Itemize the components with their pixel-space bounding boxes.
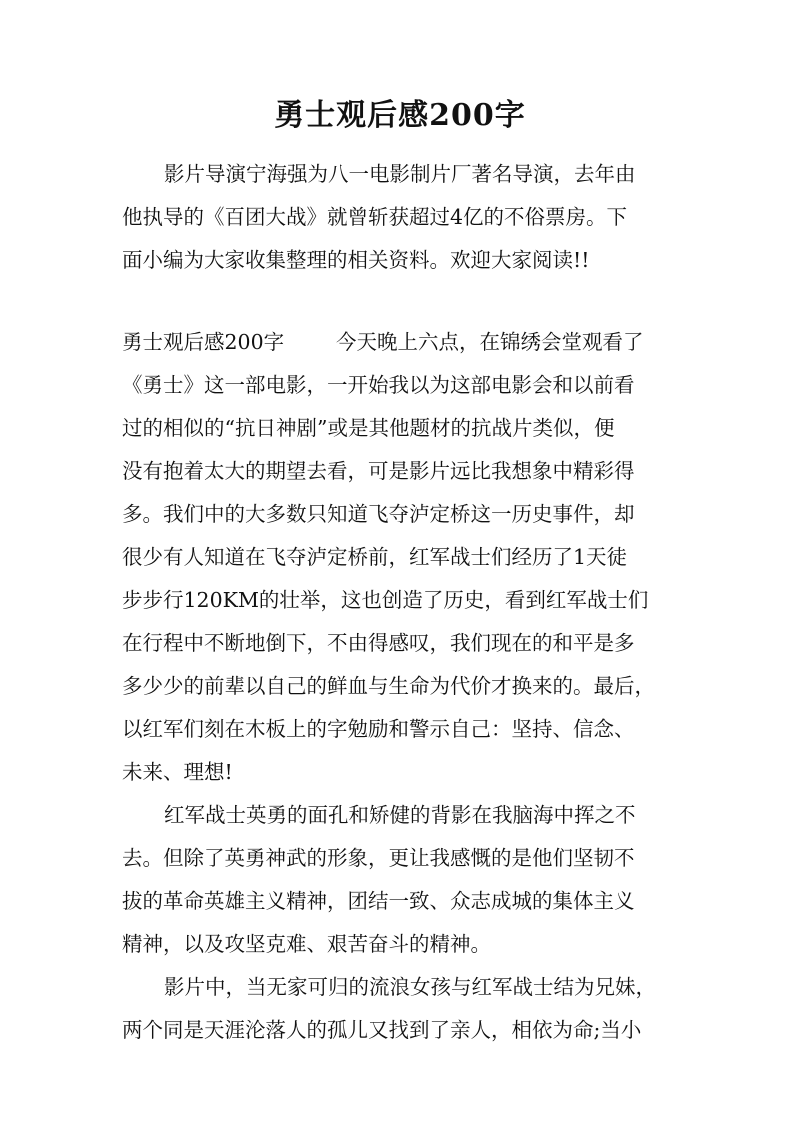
paragraph-line: 拔的革命英雄主义精神，团结一致、众志成城的集体主义 bbox=[122, 889, 635, 913]
paragraph-line: 红军战士英勇的面孔和矫健的背影在我脑海中挥之不 bbox=[164, 803, 636, 827]
paragraph-line: 多少少的前辈以自己的鲜血与生命为代价才换来的。最后， bbox=[122, 674, 655, 698]
document-title: 勇士观后感200字 bbox=[274, 98, 526, 133]
paragraph-line: 很少有人知道在飞夺泸定桥前，红军战士们经历了1天徒 bbox=[122, 545, 628, 569]
intro-line: 他执导的《百团大战》就曾斩获超过4亿的不俗票房。下 bbox=[122, 205, 628, 229]
paragraph-line: 影片中，当无家可归的流浪女孩与红军战士结为兄妹， bbox=[164, 975, 656, 999]
paragraph-line: 在行程中不断地倒下，不由得感叹，我们现在的和平是多 bbox=[122, 631, 635, 655]
paragraph-line: 以红军们刻在木板上的字勉励和警示自己：坚持、信念、 bbox=[122, 717, 635, 741]
paragraph-line: 过的相似的“抗日神剧”或是其他题材的抗战片类似，便 bbox=[122, 416, 615, 440]
paragraph-line: 多。我们中的大多数只知道飞夺泸定桥这一历史事件，却 bbox=[122, 502, 635, 526]
paragraph-line: 未来、理想! bbox=[122, 760, 233, 784]
section-heading: 勇士观后感200字 bbox=[122, 330, 285, 354]
paragraph-line: 《勇士》这一部电影，一开始我以为这部电影会和以前看 bbox=[122, 373, 635, 397]
intro-line: 面小编为大家收集整理的相关资料。欢迎大家阅读!! bbox=[122, 248, 590, 272]
paragraph-line: 步步行120KM的壮举，这也创造了历史，看到红军战士们 bbox=[122, 588, 649, 612]
paragraph-line: 去。但除了英勇神武的形象，更让我感慨的是他们坚韧不 bbox=[122, 846, 635, 870]
paragraph-line: 没有抱着太大的期望去看，可是影片远比我想象中精彩得 bbox=[122, 459, 635, 483]
paragraph-line: 今天晚上六点，在锦绣会堂观看了 bbox=[336, 330, 644, 354]
paragraph-line: 精神，以及攻坚克难、艰苦奋斗的精神。 bbox=[122, 932, 491, 956]
intro-line: 影片导演宁海强为八一电影制片厂著名导演，去年由 bbox=[164, 162, 636, 186]
paragraph-line: 两个同是天涯沦落人的孤儿又找到了亲人，相依为命;当小 bbox=[122, 1018, 642, 1042]
